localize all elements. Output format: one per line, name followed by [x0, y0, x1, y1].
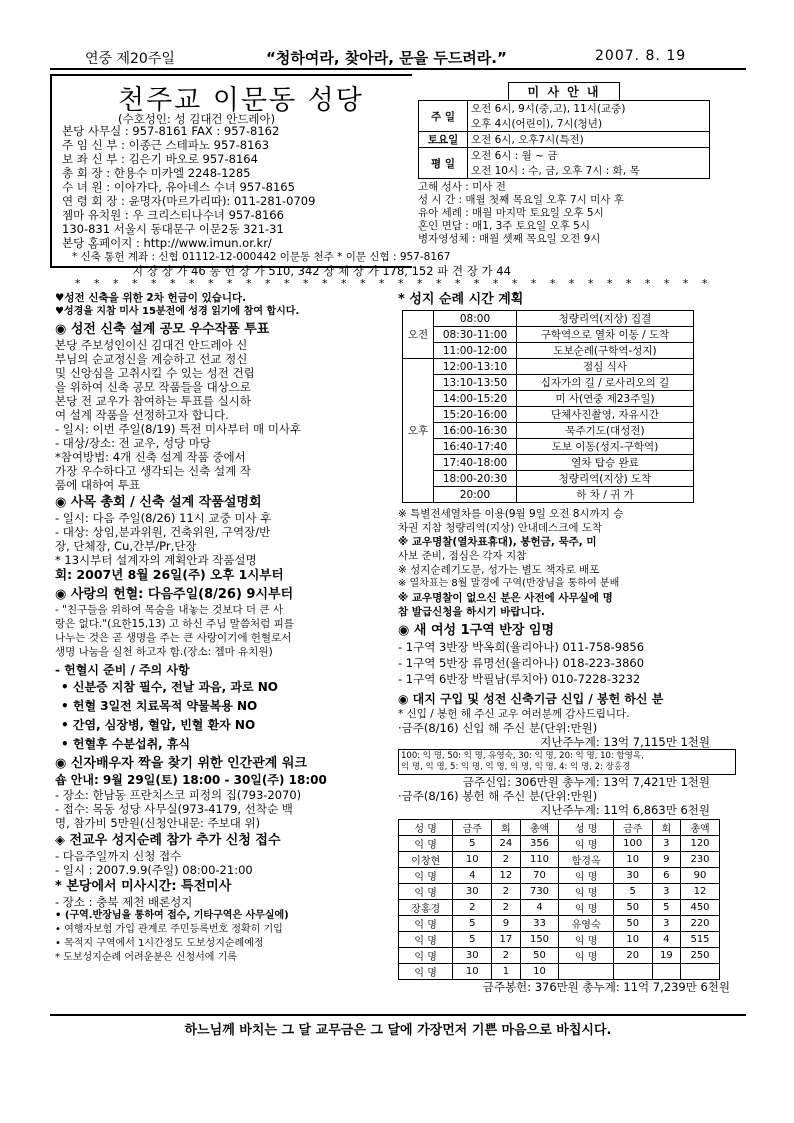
body-line: 나누는 것은 곧 생명을 주는 큰 사랑이기에 헌혈로서 [55, 632, 292, 644]
don-line: 금주신입: 306만원 총누계: 13억 7,421만 1천원 [462, 775, 710, 789]
body-line: • (구역.반장님을 통하여 접수, 기타구역은 사무실에) [55, 910, 289, 921]
right-column [398, 292, 740, 994]
info-line: 주 임 신 부 : 이종근 스테파노 957-8163 [62, 138, 270, 152]
body-line: 을 위하여 신축 공모 작품들을 대상으로 [55, 380, 252, 394]
sched-desc: 구학역으로 열차 이동 / 도착 [517, 327, 694, 343]
body-line: 랑은 없다."(요한15,13) 고 하신 주님 말씀처럼 피를 [55, 618, 294, 630]
table-cell: 2 [492, 948, 520, 964]
table-row [399, 900, 720, 916]
table-cell: 5 [453, 836, 492, 852]
body-line: - "친구들을 위하여 목숨을 내놓는 것보다 더 큰 사 [55, 604, 284, 616]
homepage-link[interactable]: 본당 홈페이지 : http://www.imun.or.kr/ [62, 236, 272, 250]
table-cell: 3 [652, 916, 680, 932]
section-title: * 본당에서 미사시간: 특전미사 [55, 879, 232, 894]
account-line: * 신축 통헌 계좌 : 신협 01112-12-000442 이문동 천주 * 이문 신협 : 957-8167 [72, 251, 451, 263]
body-line: - 장소 : 충북 제천 배론성지 [55, 895, 193, 909]
table-cell: 6 [652, 868, 680, 884]
section-title: ◉ 사목 총회 / 신축 설계 작품설명회 [55, 495, 262, 510]
table-cell: 익 명 [399, 932, 453, 948]
body-line: - 일시: 다음 주일(8/26) 11시 교중 미사 후 [55, 511, 272, 525]
section-title: ◉ 대지 구입 및 성전 신축기금 신입 / 봉헌 하신 분 [398, 692, 664, 706]
note-line: 차권 지참 청량리역(지상) 안내데스크에 도착 [398, 522, 603, 534]
table-cell: 2 [492, 884, 520, 900]
sched-time: 14:00-15:20 [434, 391, 517, 407]
table-cell: 익 명 [559, 868, 613, 884]
table-cell: 3 [652, 884, 680, 900]
table-cell: 익 명 [559, 884, 613, 900]
left-column [55, 292, 391, 965]
info-line: 본당 사무실 : 957-8161 FAX : 957-8162 [62, 124, 280, 138]
ban-line: - 1구역 6반장 박필남(루치아) 010-7228-3232 [398, 672, 641, 686]
table-cell: 5 [652, 900, 680, 916]
extra-line: 성 시 간 : 매월 첫째 목요일 오후 7시 미사 후 [418, 194, 624, 206]
sched-time: 08:30-11:00 [434, 327, 517, 343]
table-cell: 유영숙 [559, 916, 613, 932]
blood-item: • 간염, 심장병, 혈압, 빈혈 환자 NO [61, 718, 256, 732]
table-cell: 50 [613, 916, 652, 932]
table-cell [559, 964, 613, 980]
table-row [399, 948, 720, 964]
section-title: ◉ 사랑의 헌혈: 다음주일(8/26) 9시부터 [55, 587, 294, 602]
table-cell: 2 [492, 900, 520, 916]
body-line: 명, 참가비 5만원(신청안내문: 주보대 위) [55, 816, 261, 830]
section-title: ◉ 새 여성 1구역 반장 임명 [398, 623, 555, 638]
sched-time: 20:00 [434, 487, 517, 503]
blood-item: • 신분증 지참 필수, 전날 과음, 과로 NO [61, 680, 278, 694]
table-cell: 5 [453, 932, 492, 948]
table-cell: 10 [613, 932, 652, 948]
table-cell: 10 [453, 852, 492, 868]
body-line: 부님의 순교정신을 계승하고 선교 정신 [55, 352, 248, 366]
ban-line: - 1구역 3반장 박옥희(율리아나) 011-758-9856 [398, 640, 645, 654]
table-cell: 12 [681, 884, 720, 900]
table-cell: 100 [613, 836, 652, 852]
stats-line: 지 장 장 가 46 통 헌 장 가 510, 342 장 체 장 가 178, 152 파 견 장 가 44 [132, 264, 511, 278]
blood-item: • 헌혈 3일전 치료목적 약물복용 NO [61, 699, 258, 713]
table-cell: 12 [492, 868, 520, 884]
table-cell: 3 [652, 836, 680, 852]
footer-text: 하느님께 바치는 그 달 교무금은 그 달에 가장먼저 기쁜 마음으로 바칩시다. [184, 1023, 612, 1038]
table-cell: 10 [613, 852, 652, 868]
mass-label-weekday: 평 일 [419, 148, 468, 179]
issue-label: 연중 제20주일 [85, 51, 175, 67]
sched-desc: 청량리역(지상) 도착 [517, 471, 694, 487]
table-cell: 4 [520, 900, 559, 916]
table-cell: 익 명 [559, 948, 613, 964]
body-line: *참여방법: 4개 신축 설계 작품 중에서 [55, 450, 246, 464]
body-line: 및 신앙심을 고취시킬 수 있는 성전 건립 [55, 366, 255, 380]
table-cell [613, 964, 652, 980]
don-line: 지난주누계: 13억 7,115만 1천원 [540, 735, 710, 749]
col-header: 총액 [681, 820, 720, 836]
extra-line: 유아 세례 : 매월 마지막 토요일 오후 5시 [418, 207, 604, 219]
table-cell: 10 [520, 964, 559, 980]
table-cell: 익 명 [559, 900, 613, 916]
table-row [399, 916, 720, 932]
table-cell: 20 [613, 948, 652, 964]
donor-names-box [398, 749, 736, 775]
sched-desc: 열차 탑승 완료 [517, 455, 694, 471]
section-title: * 성지 순례 시간 계획 [398, 292, 524, 307]
body-line: - 접수: 목동 성당 사무실(973-4179, 선착순 백 [55, 802, 293, 816]
sched-time: 16:40-17:40 [434, 439, 517, 455]
sched-time: 17:40-18:00 [434, 455, 517, 471]
table-cell: 익 명 [399, 948, 453, 964]
footer-line [50, 1014, 746, 1016]
table-cell: 356 [520, 836, 559, 852]
section-body [55, 338, 391, 492]
don-line: ·금주(8/16) 신입 해 주신 분(단위:만원) [398, 721, 598, 735]
info-line: 연 령 회 장 : 윤명자(마르가리따): 011-281-0709 [62, 194, 316, 208]
table-cell: 함경옥 [559, 852, 613, 868]
extra-line: 고해 성사 : 미사 전 [418, 181, 506, 193]
body-line: - 일시: 이번 주일(8/19) 특전 미사부터 매 미사후 [55, 422, 302, 436]
table-cell: 220 [681, 916, 720, 932]
table-cell: 70 [520, 868, 559, 884]
mass-extra [418, 181, 710, 246]
don-line: ·금주(8/16) 봉헌 해 주신 분(단위:만원) [398, 789, 598, 803]
table-cell [652, 964, 680, 980]
table-cell: 30 [613, 868, 652, 884]
body-line: • 여행자보험 가입 관계로 주민등록번호 정확히 기입 [55, 924, 283, 935]
sched-time: 13:10-13:50 [434, 375, 517, 391]
note-line: ※ 교우명찰(열차표휴대), 봉헌금, 묵주, 미 [398, 536, 597, 548]
info-line: 총 회 장 : 한용수 미카엘 2248-1285 [62, 166, 251, 180]
pilgrimage-table [402, 310, 694, 503]
table-cell [681, 964, 720, 980]
table-cell: 30 [453, 884, 492, 900]
sched-desc: 하 차 / 귀 가 [517, 487, 694, 503]
table-cell: 1 [492, 964, 520, 980]
body-line: - 대상: 상임,분과위원, 건축위원, 구역장/반 [55, 525, 271, 539]
table-cell: 33 [520, 916, 559, 932]
extra-line: 혼인 면담 : 매1, 3주 토요일 오후 5시 [418, 220, 590, 232]
note-line: 참 발급신청을 하시기 바랍니다. [398, 606, 545, 618]
mass-label-sunday: 주 일 [419, 101, 468, 132]
mass-line: 오전 6시, 오후7시(특전) [468, 132, 710, 148]
sched-desc: 단체사진촬영, 자유시간 [517, 407, 694, 423]
table-cell: 515 [681, 932, 720, 948]
table-cell: 익 명 [559, 932, 613, 948]
table-cell: 250 [681, 948, 720, 964]
table-cell: 230 [681, 852, 720, 868]
mass-line: 오후 4시(어린이), 7시(청년) [471, 118, 603, 130]
table-row [399, 884, 720, 900]
don-line: 지난주누계: 11억 6,863만 6천원 [540, 803, 710, 817]
table-cell: 4 [652, 932, 680, 948]
table-row [399, 852, 720, 868]
table-row [399, 932, 720, 948]
mass-schedule [418, 82, 710, 246]
mass-table [418, 100, 710, 179]
note-line: ※ 성지순례기도문, 성가는 별도 책자로 배포 [398, 564, 600, 576]
section-title: ◈ 전교우 성지순례 참가 추가 신청 접수 [55, 833, 281, 848]
note-line: ※ 교우명찰이 없으신 분은 사전에 사무실에 명 [398, 592, 613, 604]
sched-time: 12:00-13:10 [434, 359, 517, 375]
table-cell: 익 명 [399, 868, 453, 884]
table-cell: 2 [453, 900, 492, 916]
section-title: 숍 안내: 9월 29일(토) 18:00 - 30일(주) 18:00 [55, 773, 327, 787]
body-line: - 대상/장소: 전 교우, 성당 마당 [55, 436, 212, 450]
table-cell: 24 [492, 836, 520, 852]
ban-line: - 1구역 5반장 류명선(율리아나) 018-223-3860 [398, 656, 645, 670]
parish-name: 천주교 이문동 성당 [118, 85, 364, 116]
motto: “청하여라, 찾아라, 문을 두드려라.” [266, 49, 507, 67]
info-line: 130-831 서울시 동대문구 이문2동 321-31 [62, 222, 284, 236]
body-line: 가장 우수하다고 생각되는 신축 설계 작 [55, 464, 252, 478]
body-line: * 도보성지순례 어려운분은 신청서에 기록 [55, 952, 237, 963]
section-title: ◉ 성전 신축 설계 공모 우수작품 투표 [55, 322, 270, 337]
blood-item: • 헌혈후 수분섭취, 휴식 [61, 737, 191, 751]
col-header: 금주 [613, 820, 652, 836]
body-line: * 13시부터 설계자의 계획안과 작품설명 [55, 553, 257, 567]
table-cell: 익 명 [399, 836, 453, 852]
body-line: 본당 전 교우가 참여하는 투표를 실시하 [55, 394, 252, 408]
sched-desc: 묵주기도(대성전) [517, 423, 694, 439]
col-header: 성 명 [399, 820, 453, 836]
sched-desc: 청량리역(지상) 집결 [517, 311, 694, 327]
offering-table [398, 819, 720, 980]
extra-line: 병자영성체 : 매월 셋째 목요일 오전 9시 [418, 233, 601, 245]
col-header: 총액 [520, 820, 559, 836]
notice: ♥성전 신축을 위한 2차 헌금이 있습니다. [55, 292, 247, 304]
note-line: ※ 특별전세열차를 이용(9월 9일 오전 8시까지 승 [398, 508, 624, 520]
table-cell: 익 명 [399, 964, 453, 980]
info-line: 젬마 유치원 : 우 크리스티나수녀 957-8166 [62, 208, 284, 222]
sched-desc: 도보순례(구학역-성지) [517, 343, 694, 359]
body-line: - 장소: 한남동 프란치스코 피정의 집(793-2070) [55, 788, 302, 802]
table-cell: 2 [492, 852, 520, 868]
table-cell: 50 [613, 900, 652, 916]
donor-names: 100: 익 명, 50: 익 명, 유영숙, 30: 익 명, 20: 익 명, 10: 함영옥, [401, 751, 644, 761]
table-cell: 익 명 [399, 884, 453, 900]
period-pm: 오후 [403, 359, 434, 503]
table-cell: 730 [520, 884, 559, 900]
mass-line: 오전 6시, 9시(중,고), 11시(교중) [471, 103, 626, 115]
table-cell: 장홍경 [399, 900, 453, 916]
body-line-bold: 회: 2007년 8월 26일(주) 오후 1시부터 [55, 567, 284, 582]
body-line: - 일시 : 2007.9.9(주일) 08:00-21:00 [55, 863, 253, 877]
body-line: • 목적지 구역에서 1시간정도 도보성지순례예정 [55, 938, 264, 949]
table-cell: 9 [652, 852, 680, 868]
header-bar [50, 44, 746, 70]
table-row [399, 964, 720, 980]
sched-desc: 점심 식사 [517, 359, 694, 375]
offering-rows [399, 836, 720, 980]
col-header: 금주 [453, 820, 492, 836]
mass-label-saturday: 토요일 [419, 132, 468, 148]
sched-time: 18:00-20:30 [434, 471, 517, 487]
body-line: 생명 나눔을 실천 하고자 함.(장소: 젬마 유치원) [55, 646, 273, 658]
table-cell: 150 [520, 932, 559, 948]
table-cell: 익 명 [399, 916, 453, 932]
table-cell: 10 [453, 964, 492, 980]
mass-line: 오전 10시 : 수, 금, 오후 7시 : 화, 목 [471, 165, 640, 177]
mass-line: 오전 6시 : 월 ~ 금 [471, 150, 558, 162]
body-line: 여 설계 작품을 선정하고자 합니다. [55, 408, 229, 422]
period-am: 오전 [403, 311, 434, 359]
sched-time: 16:00-16:30 [434, 423, 517, 439]
table-cell: 120 [681, 836, 720, 852]
table-cell: 이창현 [399, 852, 453, 868]
sched-time: 08:00 [434, 311, 517, 327]
sched-time: 11:00-12:00 [434, 343, 517, 359]
don-total: 금주봉헌: 376만원 총누계: 11억 7,239만 6천원 [482, 980, 730, 994]
table-cell: 110 [520, 852, 559, 868]
table-cell: 90 [681, 868, 720, 884]
body-line: 본당 주보성인이신 김대건 안드레아 신 [55, 338, 248, 352]
col-header: 성 명 [559, 820, 613, 836]
col-header: 회 [652, 820, 680, 836]
sched-desc: 십자가의 길 / 로사리오의 길 [517, 375, 694, 391]
table-cell: 익 명 [559, 836, 613, 852]
info-line: 수 녀 원 : 이아가다, 유아네스 수녀 957-8165 [62, 180, 295, 194]
table-cell: 30 [453, 948, 492, 964]
body-line: 장, 단체장, Cu,간부/Pr,단장 [55, 539, 197, 553]
sched-desc: 미 사(연중 제23주일) [517, 391, 694, 407]
table-cell: 5 [613, 884, 652, 900]
stars-divider: * * * * * * * * * * * * * * * * * * * * * * * * * * * * * * * * * * [75, 277, 713, 290]
info-line: 보 좌 신 부 : 김은기 바오로 957-8164 [62, 152, 258, 166]
donor-names: 익 명, 익 명, 5: 익 명, 익 명, 익 명, 익 명, 4: 익 명, 2: 장홍경 [401, 762, 631, 772]
note-line: 사보 준비, 점심은 각자 지참 [398, 550, 527, 562]
table-cell: 4 [453, 868, 492, 884]
table-row [399, 836, 720, 852]
sched-desc: 도보 이동(성지-구학역) [517, 439, 694, 455]
table-cell: 17 [492, 932, 520, 948]
table-cell: 5 [453, 916, 492, 932]
col-header: 회 [492, 820, 520, 836]
note-line: ※ 열차표는 8월 말경에 구역(반장님을 통하여 분배 [398, 578, 620, 589]
table-cell: 9 [492, 916, 520, 932]
issue-date: 2007. 8. 19 [595, 48, 687, 64]
body-line: 품에 대하여 투표 [55, 478, 141, 492]
sub-title: - 헌혈시 준비 / 주의 사항 [55, 663, 190, 677]
table-cell: 450 [681, 900, 720, 916]
notice: ♥성경을 지참 미사 15분전에 성경 읽기에 참여 합시다. [55, 306, 300, 317]
table-cell: 50 [520, 948, 559, 964]
body-line: - 다음주일까지 신청 접수 [55, 849, 182, 863]
table-cell: 19 [652, 948, 680, 964]
section-title: ◉ 신자배우자 짝을 찾기 위한 인간관계 워크 [55, 756, 307, 771]
sched-time: 15:20-16:00 [434, 407, 517, 423]
patron-saint: (수호성인: 성 김대건 안드레아) [118, 112, 276, 126]
mass-title: 미 사 안 내 [508, 82, 620, 100]
table-row [399, 868, 720, 884]
don-line: * 신입 / 봉헌 해 주신 교우 여러분께 감사드립니다. [398, 708, 630, 720]
parish-info-list [62, 124, 315, 250]
